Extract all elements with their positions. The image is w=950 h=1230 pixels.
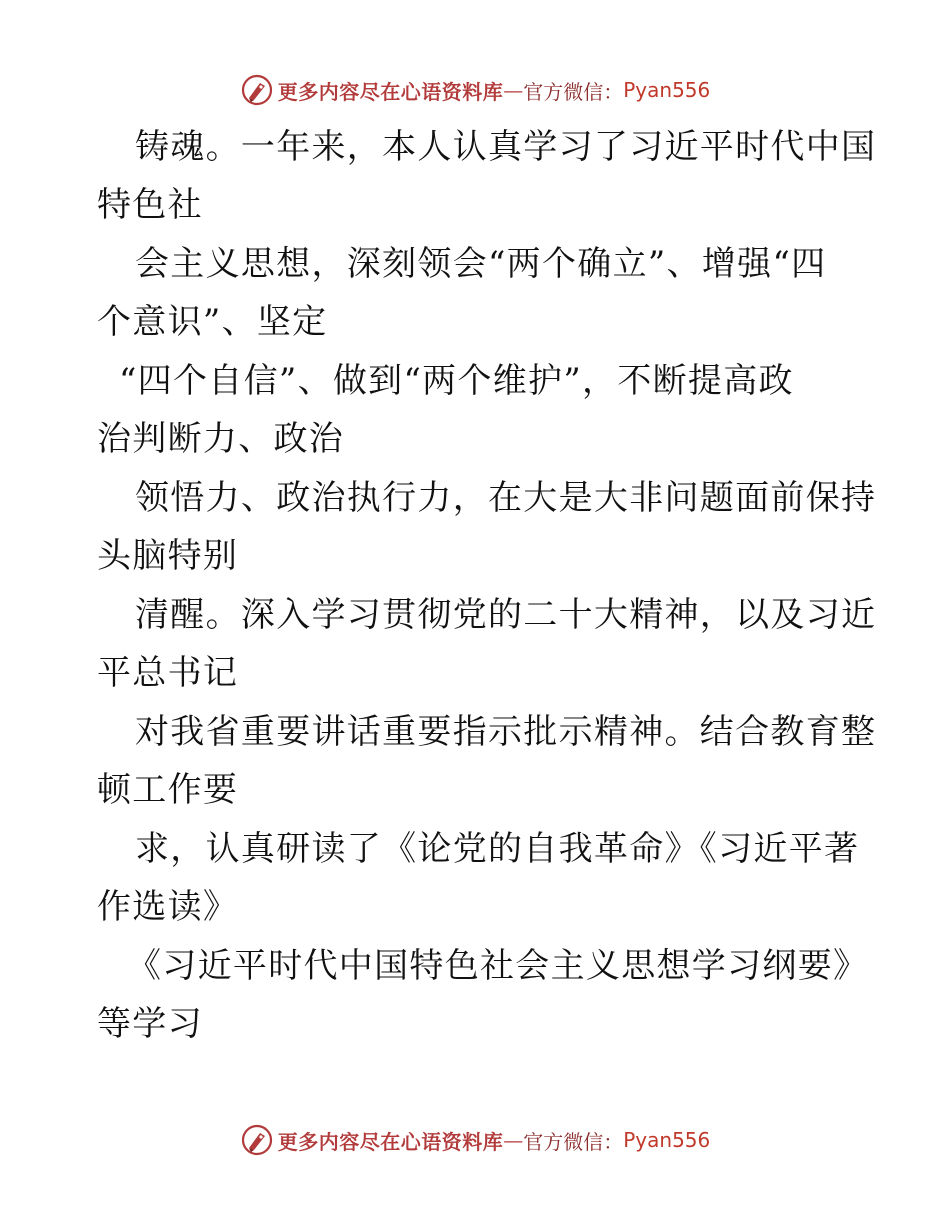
watermark-wechat-id: Pyan556 <box>623 1128 711 1152</box>
paragraph-line: 对我省重要讲话重要指示批示精神。结合教育整 <box>135 712 877 752</box>
paragraph <box>97 118 877 235</box>
watermark-wechat-id: Pyan556 <box>623 78 711 102</box>
watermark-separator: — <box>503 1128 524 1152</box>
paragraph-continuation: 个意识”、坚定 <box>97 302 328 342</box>
paragraph-line: 《习近平时代中国特色社会主义思想学习纲要》 <box>127 946 869 986</box>
paragraph <box>97 703 877 820</box>
watermark-brand: 更多内容尽在心语资料库 <box>277 1129 504 1154</box>
footer-watermark <box>0 1120 950 1160</box>
paragraph-line: 求，认真研读了《论党的自我革命》《习近平著 <box>135 829 860 869</box>
paragraph-continuation: 等学习 <box>97 1004 203 1044</box>
document-body <box>97 118 877 1054</box>
pen-nib-circle-icon <box>240 1123 274 1157</box>
paragraph-line: 会主义思想，深刻领会“两个确立”、增强“四 <box>135 244 827 284</box>
pen-nib-circle-icon <box>240 73 274 107</box>
paragraph-continuation: 头脑特别 <box>97 536 239 576</box>
paragraph-continuation: 平总书记 <box>97 653 239 693</box>
watermark-brand: 更多内容尽在心语资料库 <box>277 79 504 104</box>
paragraph-continuation: 作选读》 <box>97 887 239 927</box>
paragraph-continuation: 特色社 <box>97 185 203 225</box>
paragraph-line: 领悟力、政治执行力，在大是大非问题面前保持 <box>135 478 877 518</box>
paragraph-continuation: 治判断力、政治 <box>97 419 345 459</box>
paragraph-line: 清醒。深入学习贯彻党的二十大精神，以及习近 <box>135 595 877 635</box>
paragraph <box>97 937 869 1054</box>
paragraph <box>97 586 877 703</box>
paragraph-continuation: 顿工作要 <box>97 770 239 810</box>
paragraph <box>97 235 857 352</box>
header-watermark <box>0 70 950 110</box>
watermark-separator: — <box>503 78 524 102</box>
paragraph <box>97 352 857 469</box>
paragraph-line: “四个自信”、做到“两个维护”，不断提高政 <box>119 361 794 401</box>
paragraph-line: 铸魂。一年来，本人认真学习了习近平时代中国 <box>135 127 877 167</box>
paragraph <box>97 820 860 937</box>
watermark-official-label: 官方微信： <box>523 79 624 104</box>
watermark-official-label: 官方微信： <box>523 1129 624 1154</box>
paragraph <box>97 469 877 586</box>
